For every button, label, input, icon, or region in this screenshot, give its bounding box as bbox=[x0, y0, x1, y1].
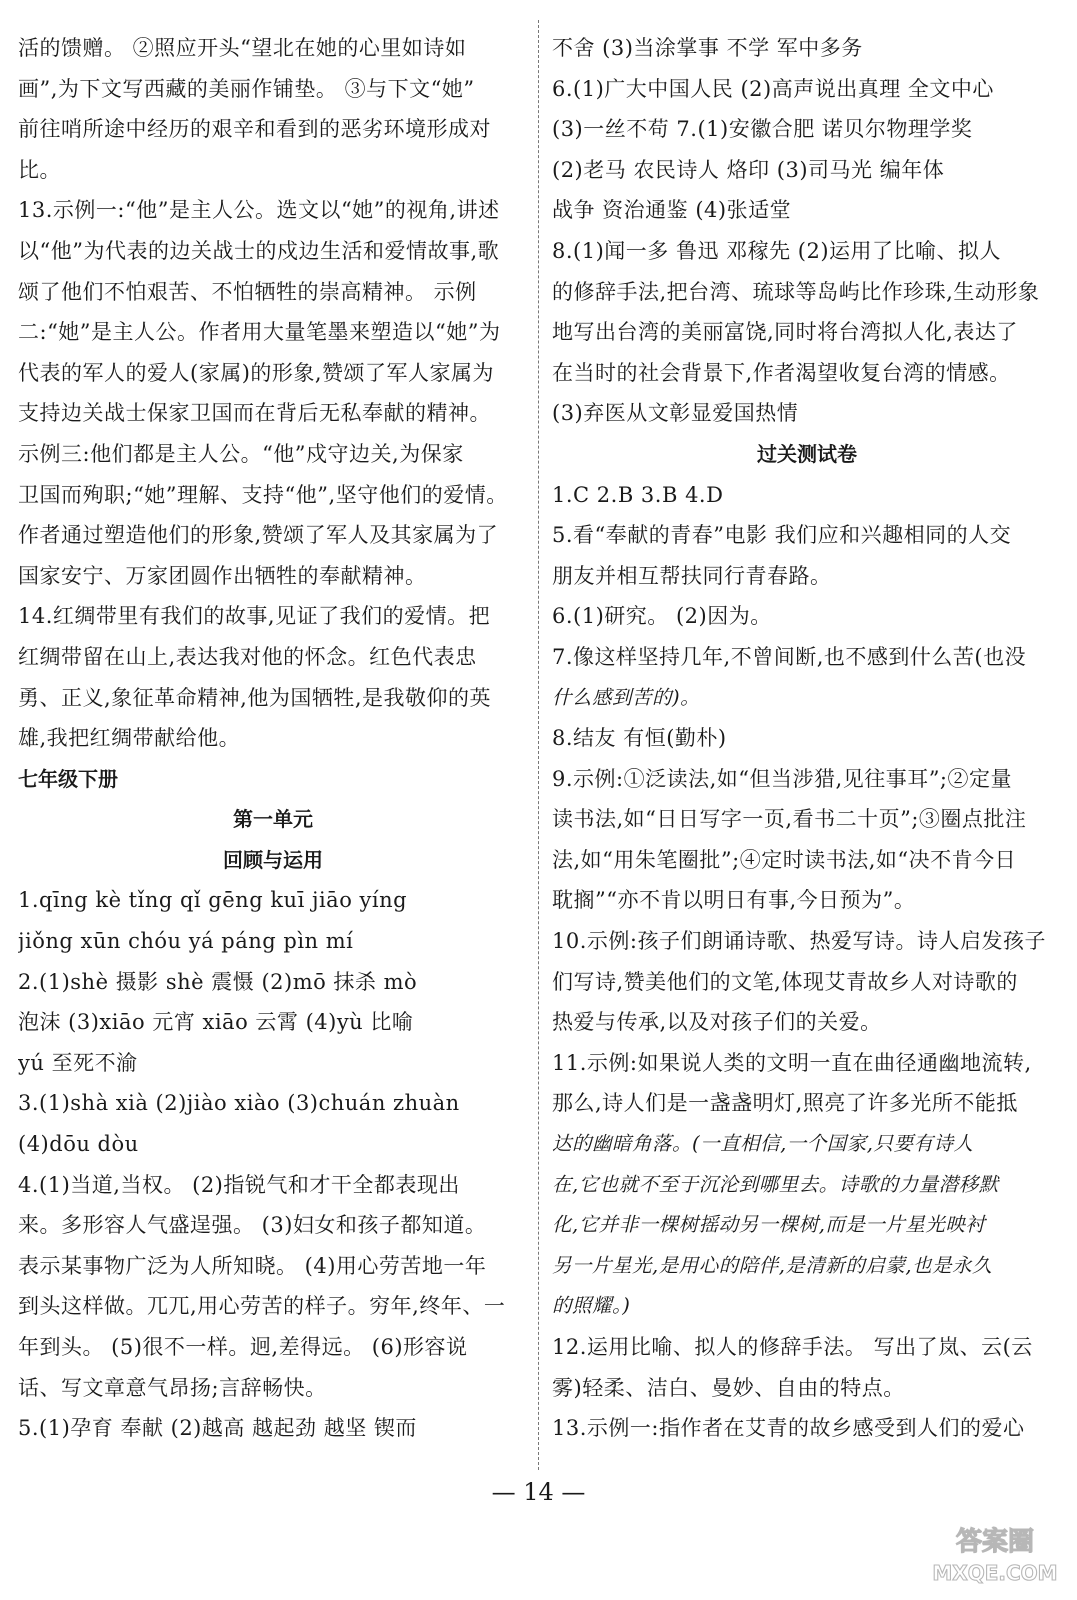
handwritten-line: 达的幽暗角落。(一直相信,一个国家,只要有诗人 bbox=[552, 1132, 974, 1156]
text-line: 那么,诗人们是一盏盏明灯,照亮了许多光所不能抵 bbox=[552, 1091, 1018, 1116]
text-line: 作者通过塑造他们的形象,赞颂了军人及其家属为了 bbox=[18, 523, 499, 548]
text-line: 示例三:他们都是主人公。“他”戍守边关,为保家 bbox=[18, 441, 464, 466]
text-line: 8.(1)闻一多 鲁迅 邓稼先 (2)运用了比喻、拟人 bbox=[552, 238, 1002, 263]
text-line: 到头这样做。兀兀,用心劳苦的样子。穷年,终年、一 bbox=[18, 1294, 506, 1319]
text-line: 5.看“奉献的青春”电影 我们应和兴趣相同的人交 bbox=[552, 523, 1012, 548]
text-line: 3.(1)shà xià (2)jiào xiào (3)chuán zhuàn bbox=[18, 1091, 460, 1116]
text-line: 2.(1)shè 摄影 shè 震慑 (2)mō 抹杀 mò bbox=[18, 969, 418, 994]
text-line: 勇、正义,象征革命精神,他为国牺牲,是我敬仰的英 bbox=[18, 685, 492, 710]
text-line: 8.结友 有恒(勤朴) bbox=[552, 726, 727, 751]
text-line: (3)弃医从文彰显爱国热情 bbox=[552, 401, 799, 426]
text-line: 11.示例:如果说人类的文明一直在曲径通幽地流转, bbox=[552, 1050, 1032, 1075]
text-line: 4.(1)当道,当权。 (2)指锐气和才干全都表现出 bbox=[18, 1172, 460, 1197]
text-line: (3)一丝不苟 7.(1)安徽合肥 诺贝尔物理学奖 bbox=[552, 117, 973, 142]
text-line: 不舍 (3)当涂掌事 不学 军中多务 bbox=[552, 36, 863, 60]
text-line: 雾)轻柔、洁白、曼妙、自由的特点。 bbox=[552, 1375, 905, 1400]
text-line: 泡沫 (3)xiāo 元宵 xiāo 云霄 (4)yù 比喻 bbox=[18, 1010, 414, 1035]
right-column bbox=[552, 28, 1062, 1449]
text-line: 读书法,如“日日写字一页,看书二十页”;③圈点批注 bbox=[552, 807, 1027, 832]
text-line: 来。多形容人气盛逞强。 (3)妇女和孩子都知道。 bbox=[18, 1213, 487, 1238]
text-line: 13.示例一:“他”是主人公。选文以“她”的视角,讲述 bbox=[18, 198, 500, 223]
text-line: 话、写文章意气昂扬;言辞畅快。 bbox=[18, 1375, 327, 1400]
handwritten-line: 另一片星光,是用心的陪伴,是清新的启蒙,也是永久 bbox=[552, 1253, 993, 1277]
text-line: 在当时的社会背景下,作者渴望收复台湾的情感。 bbox=[552, 360, 1011, 385]
text-line: 代表的军人的爱人(家属)的形象,赞颂了军人家属为 bbox=[18, 360, 495, 385]
text-line: 活的馈赠。 ②照应开头“望北在她的心里如诗如 bbox=[18, 36, 467, 60]
text-line: 表示某事物广泛为人所知晓。 (4)用心劳苦地一年 bbox=[18, 1253, 487, 1278]
handwritten-line: 在,它也就不至于沉沦到哪里去。诗歌的力量潜移默 bbox=[552, 1172, 999, 1196]
text-line: 14.红绸带里有我们的故事,见证了我们的爱情。把 bbox=[18, 604, 491, 629]
text-line: yú 至死不渝 bbox=[18, 1050, 138, 1075]
text-line: 法,如“用朱笔圈批”;④定时读书法,如“决不肯今日 bbox=[552, 847, 1017, 872]
text-line: 6.(1)广大中国人民 (2)高声说出真理 全文中心 bbox=[552, 76, 994, 101]
text-line: 7.像这样坚持几年,不曾间断,也不感到什么苦(也没 bbox=[552, 644, 1027, 669]
text-line: 12.运用比喻、拟人的修辞手法。 写出了岚、云(云 bbox=[552, 1335, 1033, 1359]
text-line: 画”,为下文写西藏的美丽作铺垫。 ③与下文“她” bbox=[18, 76, 475, 101]
text-line: 热爱与传承,以及对孩子们的关爱。 bbox=[552, 1010, 882, 1035]
text-line: 前往哨所途中经历的艰辛和看到的恶劣环境形成对 bbox=[18, 117, 491, 142]
text-line: 雄,我把红绸带献给他。 bbox=[18, 726, 241, 751]
text-line: 的修辞手法,把台湾、琉球等岛屿比作珍珠,生动形象 bbox=[552, 279, 1040, 304]
handwritten-line: 什么感到苦的)。 bbox=[552, 685, 701, 709]
section-heading: 过关测试卷 bbox=[757, 441, 857, 466]
text-line: 国家安宁、万家团圆作出牺牲的奉献精神。 bbox=[18, 563, 427, 588]
text-line: 红绸带留在山上,表达我对他的怀念。红色代表忠 bbox=[18, 644, 477, 669]
left-column bbox=[18, 28, 528, 1449]
text-line: 比。 bbox=[18, 157, 61, 182]
text-line: 年到头。 (5)很不一样。迥,差得远。 (6)形容说 bbox=[18, 1335, 468, 1359]
handwritten-line: 的照耀。) bbox=[552, 1294, 631, 1318]
text-line: 以“他”为代表的边关战士的戍边生活和爱情故事,歌 bbox=[18, 238, 500, 263]
text-line: 地写出台湾的美丽富饶,同时将台湾拟人化,表达了 bbox=[552, 320, 1018, 345]
text-line: 朋友并相互帮扶同行青春路。 bbox=[552, 563, 832, 588]
text-line: 战争 资治通鉴 (4)张适堂 bbox=[552, 198, 792, 223]
text-line: 支持边关战士保家卫国而在背后无私奉献的精神。 bbox=[18, 401, 491, 426]
text-line: 1.qīng kè tǐng qǐ gēng kuī jiāo yíng bbox=[18, 888, 408, 913]
text-line: 13.示例一:指作者在艾青的故乡感受到人们的爱心 bbox=[552, 1416, 1025, 1441]
text-line: 9.示例:①泛读法,如“但当涉猎,见往事耳”;②定量 bbox=[552, 766, 1013, 791]
text-line: (2)老马 农民诗人 烙印 (3)司马光 编年体 bbox=[552, 157, 945, 182]
watermark-logo bbox=[925, 1520, 1065, 1590]
section-heading: 七年级下册 bbox=[18, 766, 118, 791]
text-line: jiǒng xūn chóu yá páng pìn mí bbox=[18, 929, 354, 954]
text-line: (4)dōu dòu bbox=[18, 1132, 139, 1157]
text-line: 们写诗,赞美他们的文笔,体现艾青故乡人对诗歌的 bbox=[552, 969, 1018, 994]
text-line: 6.(1)研究。 (2)因为。 bbox=[552, 604, 772, 629]
section-heading: 第一单元 bbox=[233, 807, 313, 832]
text-line: 5.(1)孕育 奉献 (2)越高 越起劲 越坚 锲而 bbox=[18, 1416, 417, 1441]
text-line: 耽搁”“亦不肯以明日有事,今日预为”。 bbox=[552, 888, 916, 913]
watermark-text-cn: 答案圈 bbox=[955, 1527, 1035, 1557]
text-line: 二:“她”是主人公。作者用大量笔墨来塑造以“她”为 bbox=[18, 320, 501, 345]
handwritten-line: 化,它并非一棵树摇动另一棵树,而是一片星光映衬 bbox=[552, 1213, 986, 1237]
text-line: 1.C 2.B 3.B 4.D bbox=[552, 482, 724, 507]
column-divider bbox=[538, 20, 539, 1470]
watermark-text-en: MXQE.COM bbox=[932, 1561, 1058, 1585]
text-line: 10.示例:孩子们朗诵诗歌、热爱写诗。诗人启发孩子 bbox=[552, 929, 1046, 954]
text-line: 卫国而殉职;“她”理解、支持“他”,坚守他们的爱情。 bbox=[18, 482, 508, 507]
page-number: — 14 — bbox=[491, 1478, 586, 1506]
text-line: 颂了他们不怕艰苦、不怕牺牲的崇高精神。 示例 bbox=[18, 279, 477, 304]
section-heading: 回顾与运用 bbox=[223, 847, 323, 872]
